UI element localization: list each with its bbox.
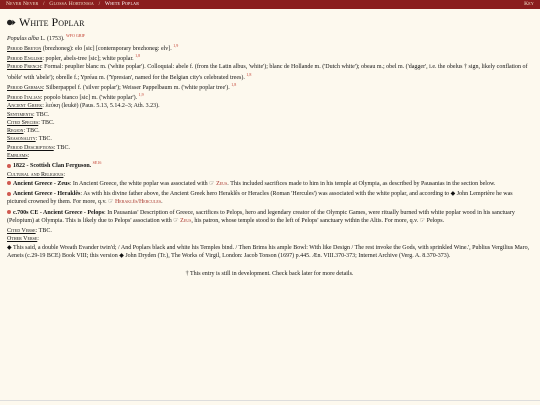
field-label: Ancient Greek	[7, 103, 43, 110]
entry-text: : As with his divine father above, the Ancient Greek hero Heraklês or Heracles (Roman 'Hercules') was associated with the white poplar, and according to ◆ John Lemprière he was pictured crowned by them. For more, q.v. ☞	[7, 191, 513, 206]
field-value: : TBC.	[35, 228, 52, 235]
field-label: Sentiments	[7, 111, 34, 118]
field-value: : Silberpappel f. ('silver poplar'); Weisser Pappelbaum m. ('white poplar tree').	[42, 84, 230, 91]
field-refs[interactable]: 1,8	[135, 53, 141, 59]
field-label: Period German	[7, 84, 43, 91]
field-row	[7, 53, 532, 63]
entry-link-herakles[interactable]: Heraklês/Hercules	[114, 199, 162, 206]
species-line	[7, 33, 532, 43]
field-value: : TBC.	[38, 119, 55, 126]
cultural-entry	[7, 180, 532, 188]
field-label: Period French	[7, 64, 41, 71]
field-refs[interactable]: 1,8	[231, 81, 237, 87]
top-nav-bar	[0, 0, 540, 9]
entry-text: : In Pausanias' Description of Greece, sacrifices to Pelops, hero and legendary creator of the Olympic Games, were ritually burned with white poplar wood in his sanctuary (Pelopium) at Olympia. This is likely due to Pelops' association with ☞	[7, 209, 515, 224]
cultural-heading	[7, 171, 532, 179]
field-refs[interactable]: 1,9	[138, 92, 144, 98]
entry-head: Ancient Greece - Heraklês	[13, 191, 81, 198]
species-name: Populus alba	[7, 35, 39, 42]
field-label: Period Italian	[7, 95, 41, 102]
entry-head: c.700s CE - Ancient Greece - Pelops	[13, 209, 105, 216]
field-label: Cited Verse	[7, 228, 36, 235]
bullet-icon	[7, 210, 11, 214]
page-title	[7, 14, 532, 31]
field-row	[7, 144, 532, 152]
breadcrumb-never-never[interactable]: Never Never	[6, 1, 39, 7]
bullet-icon	[7, 192, 11, 196]
development-note: † This entry is still in development. Check back later for more details.	[185, 271, 354, 278]
entry-tail: , his patron, whose temple stood to the left of Pelops' sanctuary within the Altis. For more, q.v. ☞ Pelops.	[191, 217, 445, 224]
field-label: Seasonality	[7, 136, 36, 143]
field-row	[7, 92, 532, 102]
field-list	[7, 43, 532, 160]
breadcrumb-glossa-hortensia[interactable]: Glossa Hortensia	[49, 1, 95, 7]
species-authority: L. (1753).	[38, 35, 65, 42]
field-row	[7, 119, 532, 127]
field-value: : TBC.	[23, 128, 40, 135]
breadcrumb	[6, 0, 139, 9]
key-link[interactable]: Key	[524, 1, 534, 7]
field-value: : popolo bianco [sic] m. ('white poplar').	[40, 95, 138, 102]
field-label: Period Descriptions	[7, 144, 54, 151]
field-label: Cited Species	[7, 119, 39, 126]
title-text: White Poplar	[19, 15, 85, 29]
field-label: Emblems	[7, 153, 28, 159]
field-value: : TBC.	[53, 144, 70, 151]
entry-text: : In Ancient Greece, the white poplar was associated with ☞	[69, 180, 217, 187]
entry-tail: .	[161, 199, 163, 206]
field-colon: :	[63, 171, 66, 178]
bullet-icon	[7, 164, 11, 168]
field-label: Period English	[7, 56, 43, 63]
field-value: :	[27, 153, 30, 159]
entry-head: Ancient Greece - Zeus	[13, 180, 70, 187]
field-row	[7, 235, 532, 243]
field-label: Other Verse	[7, 236, 38, 243]
field-value: : λεύκη (leukē) (Paus. 5.13, 5.14.2–3; Ath. 3.23).	[42, 103, 160, 110]
field-value: (brezhoneg): elo [sic] [contemporary brezhoneg: elv].	[41, 45, 172, 52]
field-row	[7, 82, 532, 92]
emblem-entry	[7, 160, 532, 170]
breadcrumb-separator: /	[42, 1, 45, 7]
entry-link-zeus[interactable]: Zeus	[216, 180, 228, 187]
field-value: : TBC.	[35, 136, 52, 143]
field-row	[7, 63, 532, 82]
field-refs[interactable]: 1,8	[246, 71, 252, 77]
field-row	[7, 135, 532, 143]
field-label: Region	[7, 128, 24, 135]
field-row	[7, 102, 532, 110]
verse-entry: ◆ This said, a double Wreath Evander twin'd; / And Poplars black and white his Temples bind. / Then Brims his ample Bowl: With like Design / The rest invoke the Gods, with sprinkled Wine.', Publius Vergilius Maro, Aeneis (c.29-19 BCE) Book VIII; this version ◆ John Dryden (Tr.), The Works of Virgil, London: Jacob Tonson (1697) p.445. Æn. VIII.370-373; Internet Archive (Verg. A. 8.370-373).	[7, 244, 530, 259]
field-row	[7, 111, 532, 119]
breadcrumb-separator: /	[98, 1, 101, 7]
cultural-entry	[7, 190, 532, 207]
entry-link-zeus[interactable]: Zeus	[180, 217, 192, 224]
field-row	[7, 43, 532, 53]
emblem-refs[interactable]: SE16	[92, 160, 102, 166]
species-refs[interactable]: WFO GBIF	[66, 32, 86, 38]
entry-tail: . This included sacrifices made to him in his temple at Olympia, as described by Pausanias in the section below.	[227, 180, 496, 187]
poplar-leaf-icon	[7, 18, 16, 27]
entry-content	[0, 9, 540, 278]
field-value: : TBC.	[33, 111, 50, 118]
breadcrumb-current: White Poplar	[104, 1, 140, 7]
field-row	[7, 227, 532, 235]
field-value: :	[37, 236, 39, 243]
field-value: : Formal: peuplier blanc m. ('white poplar'). Colloquial: abele f. (from the Latin albus, 'white'); blanc de Hollande m. ('Dutch white'); obeau m.; obel m. ('dagger', i.e. the obelus † sign, likely conflation of 'obèle' with 'abele'); obrelle f.; Ypréau m. ('Ypresian', named for the Belgian city's celebrated trees).	[7, 64, 528, 81]
field-row	[7, 127, 532, 135]
bullet-icon	[7, 181, 11, 185]
footer-divider	[0, 400, 540, 401]
field-label: Period Breton	[7, 45, 42, 52]
field-row	[7, 152, 532, 160]
field-refs[interactable]: 1,9	[173, 42, 179, 48]
field-value: : popler, abels-tree [sic]; white poplar.	[42, 56, 134, 63]
emblem-text: 1822 - Scottish Clan Ferguson.	[13, 163, 92, 170]
cultural-entry	[7, 209, 532, 226]
field-label: Cultural and Religious	[7, 171, 64, 178]
